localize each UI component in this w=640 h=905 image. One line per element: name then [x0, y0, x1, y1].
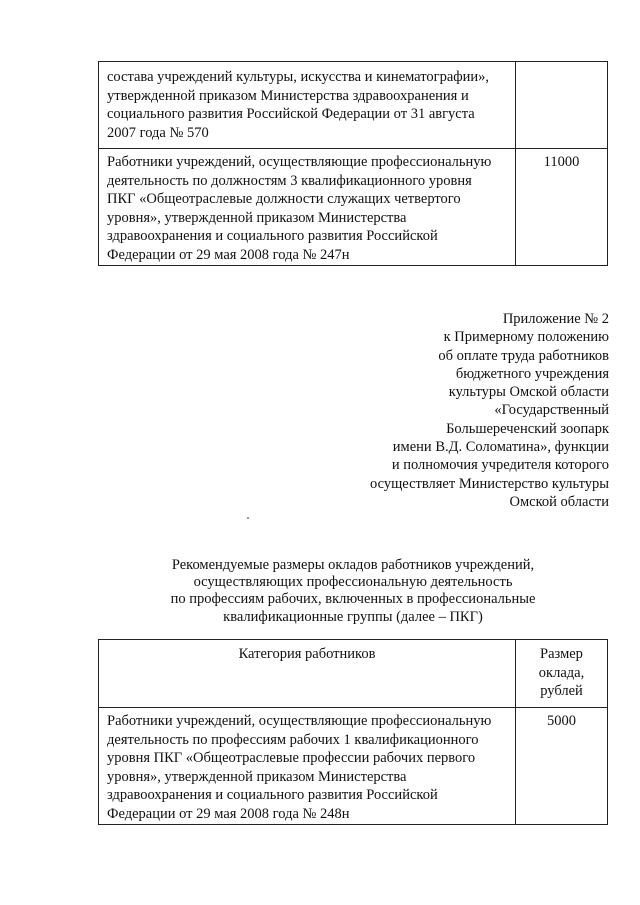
cell-line: здравоохранения и социального развития Российской	[107, 228, 438, 245]
table-header-row	[99, 640, 608, 708]
cell-line: уровня», утвержденной приказом Министерства	[107, 209, 407, 226]
table-row	[99, 708, 608, 825]
appendix-line: осуществляет Министерство культуры	[370, 475, 609, 492]
cell-line: Федерации от 29 мая 2008 года № 247н	[107, 246, 350, 263]
scan-speck	[247, 517, 249, 519]
heading-line: Рекомендуемые размеры окладов работников учреждений,	[171, 557, 535, 573]
salary-cell: 11000	[516, 149, 608, 266]
cell-line: состава учреждений культуры, искусства и кинематографии»,	[107, 69, 490, 85]
cell-line: утвержденной приказом Министерства здравоохранения и	[107, 87, 469, 104]
category-cell	[99, 708, 516, 825]
salary-table-continued	[98, 61, 608, 266]
cell-line: уровня», утвержденной приказом Министерства	[107, 768, 407, 785]
header-line: оклада,	[538, 664, 585, 681]
appendix-line: культуры Омской области	[448, 384, 609, 401]
header-line: рублей	[540, 683, 583, 700]
cell-line: здравоохранения и социального развития Российской	[107, 787, 438, 804]
cell-line: Работники учреждений, осуществляющие профессиональную	[107, 713, 492, 729]
cell-line: Федерации от 29 мая 2008 года № 248н	[107, 805, 350, 822]
category-cell	[99, 149, 516, 266]
section-heading	[130, 557, 576, 626]
appendix-line: Большереченский зоопарк	[446, 420, 609, 437]
appendix-line: имени В.Д. Соломатина», функции	[392, 439, 609, 456]
category-cell	[99, 62, 516, 149]
appendix-line: Приложение № 2	[502, 311, 609, 327]
header-line: Размер	[540, 646, 583, 662]
cell-line: уровня ПКГ «Общеотраслевые профессии рабочих первого	[107, 750, 476, 767]
appendix-line: и полномочия учредителя которого	[391, 457, 609, 474]
salary-table	[98, 639, 608, 825]
heading-line: квалификационные группы (далее – ПКГ)	[223, 608, 483, 625]
salary-cell	[516, 62, 608, 149]
appendix-line: Омской области	[509, 493, 609, 510]
appendix-line: бюджетного учреждения	[455, 365, 609, 382]
cell-line: 2007 года № 570	[107, 124, 209, 141]
cell-line: Работники учреждений, осуществляющие профессиональную	[107, 154, 492, 170]
cell-line: ПКГ «Общеотраслевые должности служащих четвертого	[107, 191, 461, 208]
column-header-salary	[516, 640, 608, 708]
heading-line: осуществляющих профессиональную деятельность	[193, 574, 513, 591]
cell-line: деятельность по профессиям рабочих 1 квалификационного	[107, 731, 479, 748]
appendix-header	[370, 310, 609, 511]
table-row	[99, 62, 608, 149]
cell-line: деятельность по должностям 3 квалификационного уровня	[107, 172, 472, 189]
appendix-line: к Примерному положению	[443, 329, 609, 346]
heading-line: по профессиям рабочих, включенных в профессиональные	[170, 591, 536, 608]
cell-line: социального развития Российской Федерации от 31 августа	[107, 106, 475, 123]
appendix-line: об оплате труда работников	[438, 347, 609, 364]
salary-cell: 5000	[516, 708, 608, 825]
table-row	[99, 149, 608, 266]
column-header-category: Категория работников	[99, 640, 516, 708]
appendix-line: «Государственный	[494, 402, 609, 419]
